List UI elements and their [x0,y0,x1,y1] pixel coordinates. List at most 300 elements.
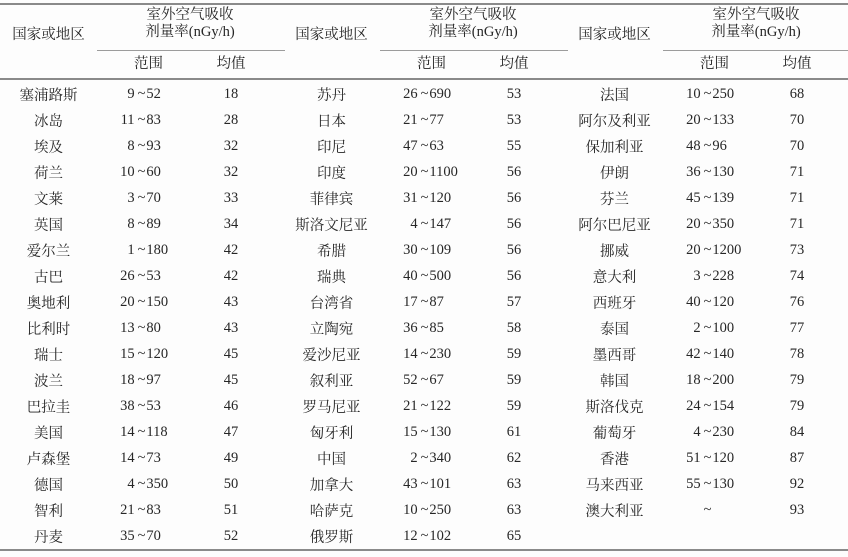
range-cell [97,112,200,129]
table-row [566,341,848,367]
range-cell [97,86,200,103]
range-tilde: ~ [137,293,146,310]
range-high: 350 [712,215,735,232]
mean-cell: 84 [789,423,805,440]
country-cell: 意大利 [592,269,637,286]
range-high: 102 [429,527,452,544]
range-tilde: ~ [420,163,429,180]
mean-cell: 28 [223,111,239,128]
range-high: 139 [712,189,735,206]
column-header-country: 国家或地区 [295,26,368,43]
range-cell [97,450,200,467]
range-low: 15 [120,345,135,362]
mean-cell: 63 [506,501,522,518]
range-tilde: ~ [137,85,146,102]
range-low: 26 [120,267,135,284]
mean-cell: 45 [223,371,239,388]
column-header-dose-rate [97,7,283,41]
range-tilde: ~ [137,241,146,258]
range-cell [380,112,483,129]
table-row [566,185,848,211]
range-tilde: ~ [703,215,712,232]
range-low: 4 [127,475,135,492]
mean-cell: 59 [506,345,522,362]
range-tilde: ~ [703,501,712,518]
mean-cell: 42 [223,241,239,258]
range-high: 133 [712,111,735,128]
mean-cell: 93 [789,501,805,518]
range-low: 21 [403,111,418,128]
range-low: 17 [403,293,418,310]
table-group-2 [283,0,566,557]
country-cell: 俄罗斯 [309,529,354,546]
country-cell: 英国 [34,217,63,234]
range-high: 77 [429,111,444,128]
range-high: 120 [146,345,169,362]
range-tilde: ~ [137,345,146,362]
country-cell: 罗马尼亚 [302,399,361,416]
range-tilde: ~ [420,397,429,414]
table-row [0,393,283,419]
subheader-row [663,52,848,76]
range-cell [380,450,483,467]
range-tilde: ~ [137,267,146,284]
subheader-row [380,52,565,76]
range-low: 48 [686,137,701,154]
range-cell [380,372,483,389]
mean-cell: 46 [223,397,239,414]
range-low: 14 [120,449,135,466]
range-low: 40 [686,293,701,310]
country-cell: 古巴 [34,269,63,286]
mean-cell: 51 [223,501,239,518]
table-row [0,445,283,471]
range-cell [380,398,483,415]
mean-cell: 71 [789,189,805,206]
range-cell [663,164,766,181]
range-low: 1 [127,241,135,258]
range-low: 20 [686,215,701,232]
mean-cell: 52 [223,527,239,544]
range-cell [97,190,200,207]
range-tilde: ~ [703,449,712,466]
range-tilde: ~ [703,267,712,284]
mean-cell: 70 [789,111,805,128]
table-row [0,133,283,159]
table-row [0,289,283,315]
dose-rate-header-line2: 剂量率(nGy/h) [145,24,235,40]
range-tilde: ~ [420,423,429,440]
range-low: 51 [686,449,701,466]
country-cell: 葡萄牙 [592,425,637,442]
range-high: 228 [712,267,735,284]
range-cell [380,528,483,545]
range-low: 12 [403,527,418,544]
mean-cell: 53 [506,85,522,102]
mean-cell: 56 [506,215,522,232]
country-cell: 智利 [34,503,63,520]
range-low: 36 [686,163,701,180]
country-cell: 丹麦 [34,529,63,546]
country-cell: 澳大利亚 [585,503,644,520]
range-cell [663,138,766,155]
country-cell: 巴拉圭 [26,399,71,416]
range-cell [663,320,766,337]
range-cell [97,476,200,493]
table-row [566,107,848,133]
range-high: 500 [429,267,452,284]
mean-cell: 56 [506,189,522,206]
range-tilde: ~ [703,111,712,128]
range-high: 690 [429,85,452,102]
country-cell: 瑞士 [34,347,63,364]
column-header-dose-rate [663,7,848,41]
range-cell [97,164,200,181]
range-high: 53 [146,267,161,284]
mean-cell: 65 [506,527,522,544]
table-row [0,107,283,133]
table-row [566,367,848,393]
range-cell [663,268,766,285]
mean-cell: 56 [506,267,522,284]
table-row [283,393,566,419]
range-high: 250 [712,85,735,102]
mean-cell: 32 [223,137,239,154]
country-cell: 西班牙 [592,295,637,312]
range-low: 20 [686,111,701,128]
range-high: 93 [146,137,161,154]
mean-cell: 32 [223,163,239,180]
country-cell: 阿尔巴尼亚 [578,217,651,234]
range-low: 2 [693,319,701,336]
range-tilde: ~ [137,215,146,232]
range-cell [663,372,766,389]
mean-cell: 59 [506,397,522,414]
country-cell: 印尼 [317,139,346,156]
range-cell [380,502,483,519]
range-tilde: ~ [703,189,712,206]
country-cell: 挪威 [600,243,629,260]
mean-cell: 68 [789,85,805,102]
range-cell [380,346,483,363]
table-row [0,497,283,523]
range-low: 9 [127,85,135,102]
table-rows-group-1 [0,81,283,549]
mean-cell: 87 [789,449,805,466]
range-low: 26 [403,85,418,102]
country-cell: 瑞典 [317,269,346,286]
range-high: 140 [712,345,735,362]
range-low: 42 [686,345,701,362]
country-cell: 哈萨克 [309,503,354,520]
range-low: 43 [403,475,418,492]
range-high: 154 [712,397,735,414]
mean-cell: 47 [223,423,239,440]
range-tilde: ~ [420,189,429,206]
column-header-range: 范围 [417,56,446,72]
range-cell [97,294,200,311]
range-high: 100 [712,319,735,336]
range-high: 180 [146,241,169,258]
range-high: 130 [712,163,735,180]
range-tilde: ~ [420,475,429,492]
range-tilde: ~ [703,293,712,310]
range-cell [380,242,483,259]
country-cell: 卢森堡 [26,451,71,468]
column-header-mean: 均值 [782,56,812,72]
table-row [566,81,848,107]
country-cell: 保加利亚 [585,139,644,156]
range-low: 31 [403,189,418,206]
table-row [566,263,848,289]
range-cell [380,216,483,233]
mean-cell: 18 [223,85,239,102]
dose-rate-subheader-rule [380,50,568,51]
mean-cell: 62 [506,449,522,466]
range-low: 52 [403,371,418,388]
range-low: 10 [120,163,135,180]
mean-cell: 63 [506,475,522,492]
mean-cell: 50 [223,475,239,492]
country-cell: 加拿大 [309,477,354,494]
range-high: 130 [429,423,452,440]
range-low: 11 [120,111,135,128]
mean-cell: 71 [789,215,805,232]
column-header-mean: 均值 [499,56,529,72]
table-row [566,471,848,497]
country-cell: 匈牙利 [309,425,354,442]
range-high: 120 [429,189,452,206]
range-tilde: ~ [137,527,146,544]
table-row [283,523,566,549]
range-low: 2 [410,449,418,466]
range-cell [663,502,766,519]
country-cell: 塞浦路斯 [19,87,78,104]
country-cell: 马来西亚 [585,477,644,494]
range-high: 250 [429,501,452,518]
range-high: 73 [146,449,161,466]
range-high: 150 [146,293,169,310]
table-row [283,445,566,471]
country-cell: 立陶宛 [309,321,354,338]
range-tilde: ~ [420,137,429,154]
range-cell [663,450,766,467]
table-rows-group-2 [283,81,566,549]
table-row [566,237,848,263]
range-cell [380,138,483,155]
range-tilde: ~ [420,215,429,232]
range-high: 1200 [712,241,742,258]
mean-cell: 73 [789,241,805,258]
range-cell [663,424,766,441]
mean-cell: 53 [506,111,522,128]
country-cell: 比利时 [26,321,71,338]
table-group-1 [0,0,283,557]
range-tilde: ~ [420,345,429,362]
range-cell [97,372,200,389]
range-tilde: ~ [420,111,429,128]
range-cell [97,268,200,285]
table-row [566,419,848,445]
dose-rate-subheader-rule [663,50,848,51]
table-group-3 [566,0,848,557]
subheader-row [97,52,282,76]
country-cell: 伊朗 [600,165,629,182]
column-header-range: 范围 [134,56,163,72]
country-cell: 苏丹 [317,87,346,104]
range-tilde: ~ [137,501,146,518]
range-cell [663,294,766,311]
country-cell: 菲律宾 [309,191,354,208]
range-cell [97,138,200,155]
range-tilde: ~ [703,397,712,414]
country-cell: 德国 [34,477,63,494]
range-high: 83 [146,111,161,128]
range-high: 200 [712,371,735,388]
table-row [0,211,283,237]
table-row [283,159,566,185]
country-cell: 法国 [600,87,629,104]
table-row [566,497,848,523]
table-row [0,471,283,497]
range-tilde: ~ [703,319,712,336]
range-low: 38 [120,397,135,414]
table-row [283,289,566,315]
country-cell: 阿尔及利亚 [578,113,651,130]
country-cell: 埃及 [34,139,63,156]
country-cell: 美国 [34,425,63,442]
range-high: 130 [712,475,735,492]
table-row [283,81,566,107]
country-cell: 斯洛文尼亚 [295,217,368,234]
country-cell: 墨西哥 [592,347,637,364]
range-tilde: ~ [420,501,429,518]
dose-rate-header-line1: 室外空气吸收 [712,7,800,23]
range-low: 3 [693,267,701,284]
range-tilde: ~ [420,527,429,544]
range-high: 109 [429,241,452,258]
range-high: 230 [712,423,735,440]
mean-cell: 56 [506,241,522,258]
range-high: 101 [429,475,452,492]
table-row [0,81,283,107]
table-row [283,497,566,523]
range-low: 10 [403,501,418,518]
range-tilde: ~ [703,345,712,362]
dose-rate-subheader-rule [97,50,285,51]
mean-cell: 49 [223,449,239,466]
range-high: 118 [146,423,168,440]
range-cell [380,476,483,493]
country-cell: 中国 [317,451,346,468]
range-high: 87 [429,293,444,310]
table-row [0,237,283,263]
table-row [566,159,848,185]
table-row [283,185,566,211]
table-row [283,133,566,159]
range-low: 47 [403,137,418,154]
country-cell: 叙利亚 [309,373,354,390]
range-tilde: ~ [137,319,146,336]
range-high: 120 [712,293,735,310]
country-cell: 希腊 [317,243,346,260]
range-tilde: ~ [703,137,712,154]
range-tilde: ~ [420,371,429,388]
country-cell: 爱尔兰 [26,243,71,260]
mean-cell: 43 [223,319,239,336]
dose-rate-header-line2: 剂量率(nGy/h) [711,24,801,40]
country-cell: 爱沙尼亚 [302,347,361,364]
range-high: 340 [429,449,452,466]
range-tilde: ~ [703,475,712,492]
range-low: 30 [403,241,418,258]
range-tilde: ~ [420,319,429,336]
table-row [0,341,283,367]
country-cell: 奥地利 [26,295,71,312]
range-high: 80 [146,319,161,336]
mean-cell: 76 [789,293,805,310]
range-high: 70 [146,189,161,206]
range-tilde: ~ [137,137,146,154]
range-high: 147 [429,215,452,232]
range-low: 20 [403,163,418,180]
range-low: 4 [693,423,701,440]
range-low: 18 [686,371,701,388]
range-low: 13 [120,319,135,336]
country-cell: 荷兰 [34,165,63,182]
range-low: 35 [120,527,135,544]
range-high: 96 [712,137,727,154]
mean-cell: 55 [506,137,522,154]
range-low: 20 [120,293,135,310]
country-cell: 泰国 [600,321,629,338]
range-tilde: ~ [703,423,712,440]
column-header-dose-rate [380,7,566,41]
dose-rate-header-line1: 室外空气吸收 [146,7,234,23]
range-cell [380,164,483,181]
range-high: 1100 [429,163,458,180]
mean-cell: 57 [506,293,522,310]
column-header-range: 范围 [700,56,729,72]
range-low: 36 [403,319,418,336]
range-tilde: ~ [137,423,146,440]
range-cell [663,346,766,363]
range-cell [380,86,483,103]
range-low: 4 [410,215,418,232]
mean-cell: 79 [789,397,805,414]
table-row [0,419,283,445]
range-cell [663,242,766,259]
range-tilde: ~ [137,371,146,388]
table-row [283,315,566,341]
range-high: 70 [146,527,161,544]
range-cell [663,190,766,207]
mean-cell: 79 [789,371,805,388]
range-cell [97,216,200,233]
table-row [283,263,566,289]
range-cell [97,242,200,259]
range-high: 52 [146,85,161,102]
range-tilde: ~ [703,85,712,102]
mean-cell: 56 [506,163,522,180]
range-high: 83 [146,501,161,518]
range-tilde: ~ [703,163,712,180]
range-tilde: ~ [137,397,146,414]
range-high: 53 [146,397,161,414]
column-header-country: 国家或地区 [578,26,651,43]
mean-cell: 92 [789,475,805,492]
range-cell [663,476,766,493]
